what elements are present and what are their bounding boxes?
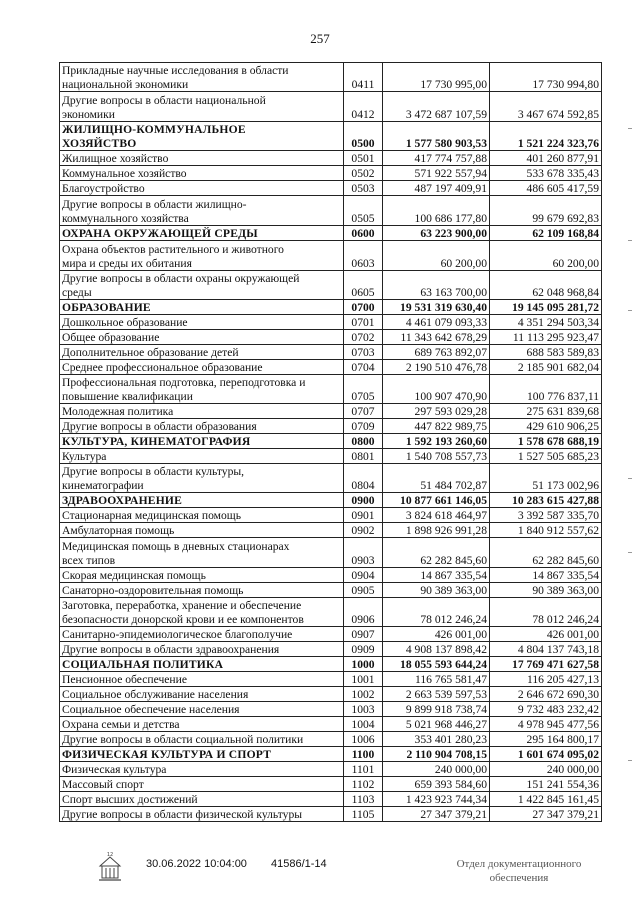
table-row xyxy=(60,315,602,330)
row-value-planned: 3 824 618 464,97 xyxy=(383,508,490,523)
row-name: Спорт высших достижений xyxy=(60,792,344,807)
row-value-executed: 151 241 554,36 xyxy=(490,777,602,792)
table-row xyxy=(60,568,602,583)
row-value-executed: 60 200,00 xyxy=(490,241,602,271)
table-row xyxy=(60,702,602,717)
margin-mark xyxy=(628,552,632,553)
row-code: 0907 xyxy=(344,627,383,642)
row-value-planned: 571 922 557,94 xyxy=(383,166,490,181)
row-value-executed: 11 113 295 923,47 xyxy=(490,330,602,345)
row-value-executed: 401 260 877,91 xyxy=(490,151,602,166)
row-name: Медицинская помощь в дневных стационарах всех типов xyxy=(60,538,344,568)
row-value-executed: 1 422 845 161,45 xyxy=(490,792,602,807)
row-value-planned: 689 763 892,07 xyxy=(383,345,490,360)
row-name: Жилищное хозяйство xyxy=(60,151,344,166)
table-row xyxy=(60,300,602,315)
row-code: 0801 xyxy=(344,449,383,464)
budget-table xyxy=(59,62,602,822)
row-value-planned: 19 531 319 630,40 xyxy=(383,300,490,315)
row-name: Общее образование xyxy=(60,330,344,345)
seal-icon xyxy=(95,852,125,884)
row-value-executed: 100 776 837,11 xyxy=(490,375,602,404)
row-name: Охрана объектов растительного и животного мира и среды их обитания xyxy=(60,241,344,271)
row-value-executed: 14 867 335,54 xyxy=(490,568,602,583)
table-row xyxy=(60,657,602,672)
row-name: Другие вопросы в области жилищно- коммунального хозяйства xyxy=(60,196,344,226)
row-code: 1103 xyxy=(344,792,383,807)
row-name: Заготовка, переработка, хранение и обеспечение безопасности донорской крови и ее компонентов xyxy=(60,598,344,627)
row-value-executed: 533 678 335,43 xyxy=(490,166,602,181)
row-code: 0905 xyxy=(344,583,383,598)
row-value-executed: 62 048 968,84 xyxy=(490,271,602,300)
row-code: 0909 xyxy=(344,642,383,657)
row-code: 0600 xyxy=(344,226,383,241)
row-name: Санитарно-эпидемиологическое благополучие xyxy=(60,627,344,642)
row-code: 0411 xyxy=(344,63,383,92)
row-code: 1001 xyxy=(344,672,383,687)
row-value-executed: 116 205 427,13 xyxy=(490,672,602,687)
table-row xyxy=(60,762,602,777)
footer-stamp: Отдел документационного обеспечения xyxy=(456,858,582,884)
row-value-executed: 1 840 912 557,62 xyxy=(490,523,602,538)
row-name: КУЛЬТУРА, КИНЕМАТОГРАФИЯ xyxy=(60,434,344,449)
row-name: Прикладные научные исследования в области национальной экономики xyxy=(60,63,344,92)
row-value-executed: 99 679 692,83 xyxy=(490,196,602,226)
table-row xyxy=(60,63,602,92)
table-row xyxy=(60,345,602,360)
row-value-planned: 1 577 580 903,53 xyxy=(383,122,490,151)
margin-mark xyxy=(628,128,632,129)
row-name: Массовый спорт xyxy=(60,777,344,792)
row-name: Амбулаторная помощь xyxy=(60,523,344,538)
row-value-executed: 1 578 678 688,19 xyxy=(490,434,602,449)
table-row xyxy=(60,523,602,538)
table-row xyxy=(60,642,602,657)
row-value-executed: 4 351 294 503,34 xyxy=(490,315,602,330)
row-name: Профессиональная подготовка, переподготовка и повышение квалификации xyxy=(60,375,344,404)
row-value-planned: 297 593 029,28 xyxy=(383,404,490,419)
row-code: 1006 xyxy=(344,732,383,747)
row-name: Дополнительное образование детей xyxy=(60,345,344,360)
row-value-executed: 10 283 615 427,88 xyxy=(490,493,602,508)
table-row xyxy=(60,122,602,151)
row-value-planned: 3 472 687 107,59 xyxy=(383,92,490,122)
table-row xyxy=(60,92,602,122)
row-value-executed: 1 601 674 095,02 xyxy=(490,747,602,762)
table-row xyxy=(60,419,602,434)
row-value-executed: 275 631 839,68 xyxy=(490,404,602,419)
row-value-executed: 9 732 483 232,42 xyxy=(490,702,602,717)
row-name: ОХРАНА ОКРУЖАЮЩЕЙ СРЕДЫ xyxy=(60,226,344,241)
table-row xyxy=(60,375,602,404)
row-name: Санаторно-оздоровительная помощь xyxy=(60,583,344,598)
row-code: 0605 xyxy=(344,271,383,300)
row-value-planned: 240 000,00 xyxy=(383,762,490,777)
row-value-planned: 78 012 246,24 xyxy=(383,598,490,627)
row-value-planned: 18 055 593 644,24 xyxy=(383,657,490,672)
table-row xyxy=(60,449,602,464)
row-value-executed: 2 646 672 690,30 xyxy=(490,687,602,702)
row-name: Пенсионное обеспечение xyxy=(60,672,344,687)
row-value-planned: 90 389 363,00 xyxy=(383,583,490,598)
row-value-executed: 4 804 137 743,18 xyxy=(490,642,602,657)
row-value-planned: 17 730 995,00 xyxy=(383,63,490,92)
row-name: Скорая медицинская помощь xyxy=(60,568,344,583)
row-value-planned: 4 908 137 898,42 xyxy=(383,642,490,657)
row-code: 1102 xyxy=(344,777,383,792)
row-code: 0502 xyxy=(344,166,383,181)
table-row xyxy=(60,792,602,807)
row-value-planned: 1 540 708 557,73 xyxy=(383,449,490,464)
row-value-executed: 3 392 587 335,70 xyxy=(490,508,602,523)
row-name: Другие вопросы в области здравоохранения xyxy=(60,642,344,657)
row-value-planned: 60 200,00 xyxy=(383,241,490,271)
row-value-planned: 27 347 379,21 xyxy=(383,807,490,822)
row-name: ФИЗИЧЕСКАЯ КУЛЬТУРА И СПОРТ xyxy=(60,747,344,762)
table-row xyxy=(60,777,602,792)
row-code: 0700 xyxy=(344,300,383,315)
table-row xyxy=(60,181,602,196)
row-value-executed: 486 605 417,59 xyxy=(490,181,602,196)
row-code: 0906 xyxy=(344,598,383,627)
row-name: Культура xyxy=(60,449,344,464)
table-row xyxy=(60,360,602,375)
footer-doc-number: 41586/1-14 xyxy=(271,858,327,870)
row-value-executed: 78 012 246,24 xyxy=(490,598,602,627)
row-code: 0903 xyxy=(344,538,383,568)
row-name: Социальное обслуживание населения xyxy=(60,687,344,702)
row-name: ЖИЛИЩНО-КОММУНАЛЬНОЕ ХОЗЯЙСТВО xyxy=(60,122,344,151)
row-value-planned: 2 190 510 476,78 xyxy=(383,360,490,375)
row-name: Благоустройство xyxy=(60,181,344,196)
row-name: Другие вопросы в области охраны окружающей среды xyxy=(60,271,344,300)
row-value-executed: 62 109 168,84 xyxy=(490,226,602,241)
row-value-planned: 1 898 926 991,28 xyxy=(383,523,490,538)
table-row xyxy=(60,598,602,627)
row-code: 0503 xyxy=(344,181,383,196)
table-row xyxy=(60,404,602,419)
row-value-planned: 100 686 177,80 xyxy=(383,196,490,226)
row-code: 0904 xyxy=(344,568,383,583)
table-row xyxy=(60,166,602,181)
row-code: 0703 xyxy=(344,345,383,360)
row-value-planned: 116 765 581,47 xyxy=(383,672,490,687)
row-code: 1004 xyxy=(344,717,383,732)
row-code: 0501 xyxy=(344,151,383,166)
table-row xyxy=(60,687,602,702)
row-name: Другие вопросы в области образования xyxy=(60,419,344,434)
row-code: 0603 xyxy=(344,241,383,271)
table-row xyxy=(60,627,602,642)
row-value-planned: 447 822 989,75 xyxy=(383,419,490,434)
table-row xyxy=(60,464,602,493)
row-value-planned: 100 907 470,90 xyxy=(383,375,490,404)
row-value-executed: 295 164 800,17 xyxy=(490,732,602,747)
row-name: Коммунальное хозяйство xyxy=(60,166,344,181)
row-code: 1000 xyxy=(344,657,383,672)
row-code: 0701 xyxy=(344,315,383,330)
row-value-executed: 688 583 589,83 xyxy=(490,345,602,360)
row-code: 1105 xyxy=(344,807,383,822)
table-row xyxy=(60,583,602,598)
row-value-planned: 51 484 702,87 xyxy=(383,464,490,493)
table-row xyxy=(60,434,602,449)
row-value-executed: 240 000,00 xyxy=(490,762,602,777)
page-number: 257 xyxy=(310,31,330,46)
row-name: Физическая культура xyxy=(60,762,344,777)
row-value-planned: 417 774 757,88 xyxy=(383,151,490,166)
row-value-planned: 9 899 918 738,74 xyxy=(383,702,490,717)
row-value-executed: 429 610 906,25 xyxy=(490,419,602,434)
row-code: 0505 xyxy=(344,196,383,226)
row-name: Другие вопросы в области физической культуры xyxy=(60,807,344,822)
row-value-planned: 1 592 193 260,60 xyxy=(383,434,490,449)
table-row xyxy=(60,508,602,523)
row-name: Стационарная медицинская помощь xyxy=(60,508,344,523)
table-row xyxy=(60,538,602,568)
row-value-planned: 1 423 923 744,34 xyxy=(383,792,490,807)
row-name: Дошкольное образование xyxy=(60,315,344,330)
row-name: ОБРАЗОВАНИЕ xyxy=(60,300,344,315)
row-code: 0412 xyxy=(344,92,383,122)
row-value-planned: 2 663 539 597,53 xyxy=(383,687,490,702)
row-value-executed: 19 145 095 281,72 xyxy=(490,300,602,315)
row-code: 0901 xyxy=(344,508,383,523)
margin-mark xyxy=(628,760,632,761)
table-row xyxy=(60,330,602,345)
row-name: Среднее профессиональное образование xyxy=(60,360,344,375)
table-row xyxy=(60,672,602,687)
row-value-executed: 90 389 363,00 xyxy=(490,583,602,598)
row-value-planned: 63 223 900,00 xyxy=(383,226,490,241)
row-value-executed: 2 185 901 682,04 xyxy=(490,360,602,375)
row-value-planned: 353 401 280,23 xyxy=(383,732,490,747)
table-row xyxy=(60,151,602,166)
row-code: 0902 xyxy=(344,523,383,538)
row-name: Другие вопросы в области культуры, кинематографии xyxy=(60,464,344,493)
row-value-executed: 17 730 994,80 xyxy=(490,63,602,92)
row-value-planned: 5 021 968 446,27 xyxy=(383,717,490,732)
row-code: 0500 xyxy=(344,122,383,151)
row-value-planned: 426 001,00 xyxy=(383,627,490,642)
row-value-executed: 51 173 002,96 xyxy=(490,464,602,493)
row-code: 0800 xyxy=(344,434,383,449)
row-value-planned: 11 343 642 678,29 xyxy=(383,330,490,345)
margin-mark xyxy=(628,478,632,479)
row-name: СОЦИАЛЬНАЯ ПОЛИТИКА xyxy=(60,657,344,672)
row-value-planned: 14 867 335,54 xyxy=(383,568,490,583)
table-row xyxy=(60,747,602,762)
row-name: ЗДРАВООХРАНЕНИЕ xyxy=(60,493,344,508)
table-row xyxy=(60,196,602,226)
table-row xyxy=(60,226,602,241)
row-value-planned: 2 110 904 708,15 xyxy=(383,747,490,762)
table-row xyxy=(60,717,602,732)
row-value-planned: 659 393 584,60 xyxy=(383,777,490,792)
row-code: 0704 xyxy=(344,360,383,375)
row-code: 0707 xyxy=(344,404,383,419)
row-value-executed: 426 001,00 xyxy=(490,627,602,642)
row-value-executed: 3 467 674 592,85 xyxy=(490,92,602,122)
row-value-planned: 10 877 661 146,05 xyxy=(383,493,490,508)
row-value-planned: 62 282 845,60 xyxy=(383,538,490,568)
row-code: 0705 xyxy=(344,375,383,404)
table-row xyxy=(60,807,602,822)
margin-mark xyxy=(628,310,632,311)
row-code: 1002 xyxy=(344,687,383,702)
row-value-planned: 4 461 079 093,33 xyxy=(383,315,490,330)
row-value-executed: 4 978 945 477,56 xyxy=(490,717,602,732)
row-value-planned: 63 163 700,00 xyxy=(383,271,490,300)
row-value-executed: 1 521 224 323,76 xyxy=(490,122,602,151)
table-row xyxy=(60,271,602,300)
row-value-executed: 62 282 845,60 xyxy=(490,538,602,568)
row-code: 0702 xyxy=(344,330,383,345)
row-code: 0709 xyxy=(344,419,383,434)
row-name: Социальное обеспечение населения xyxy=(60,702,344,717)
footer-date: 30.06.2022 10:04:00 xyxy=(146,858,247,870)
seal-number: 12 xyxy=(106,852,114,858)
row-name: Молодежная политика xyxy=(60,404,344,419)
row-name: Другие вопросы в области социальной политики xyxy=(60,732,344,747)
row-name: Другие вопросы в области национальной экономики xyxy=(60,92,344,122)
row-code: 0804 xyxy=(344,464,383,493)
row-value-executed: 17 769 471 627,58 xyxy=(490,657,602,672)
row-value-executed: 27 347 379,21 xyxy=(490,807,602,822)
margin-mark xyxy=(628,240,632,241)
row-value-planned: 487 197 409,91 xyxy=(383,181,490,196)
row-code: 1003 xyxy=(344,702,383,717)
row-value-executed: 1 527 505 685,23 xyxy=(490,449,602,464)
table-row xyxy=(60,241,602,271)
row-name: Охрана семьи и детства xyxy=(60,717,344,732)
row-code: 1101 xyxy=(344,762,383,777)
table-row xyxy=(60,493,602,508)
table-row xyxy=(60,732,602,747)
row-code: 1100 xyxy=(344,747,383,762)
row-code: 0900 xyxy=(344,493,383,508)
